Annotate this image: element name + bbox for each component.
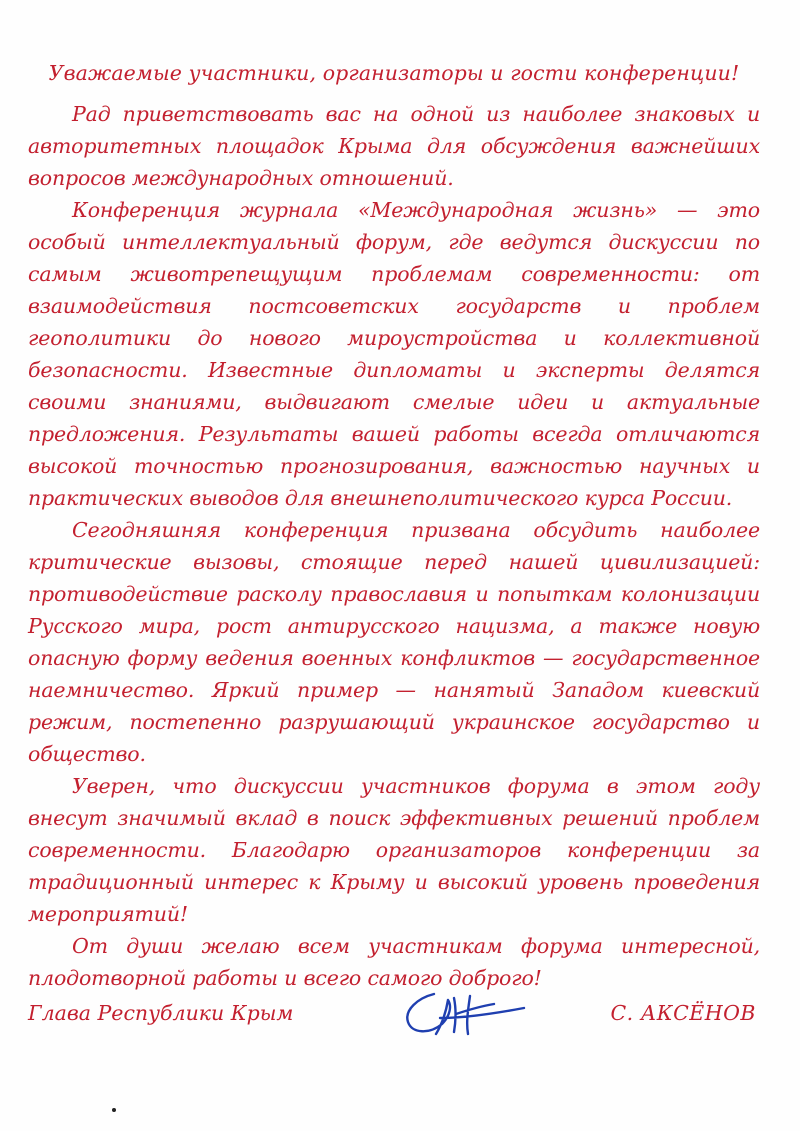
- paragraph-3: Сегодняшняя конференция призвана обсудить наиболее критические вызовы, стоящие перед нашей цивилизацией: противодействие расколу православия и попыткам колонизации Русского мира, рост антирусского нацизма, а также новую опасную форму ведения военных конфликтов — государственное наемничество. Яркий пример — нанятый Западом киевский режим, постепенно разрушающий украинское государство и общество.: [28, 518, 760, 766]
- scan-speck: [112, 1108, 116, 1112]
- greeting-heading: Уважаемые участники, организаторы и гости конференции!: [48, 61, 740, 85]
- paragraph-4: Уверен, что дискуссии участников форума в этом году внесут значимый вклад в поиск эффективных решений проблем современности. Благодарю организаторов конференции за традиционный интерес к Крыму и высокий уровень проведения мероприятий!: [28, 774, 760, 926]
- letter-body: [28, 58, 760, 994]
- paragraph-5: От души желаю всем участникам форума интересной, плодотворной работы и всего самого доброго!: [28, 934, 760, 990]
- handwritten-signature-icon: [396, 988, 536, 1044]
- signatory-position: Глава Республики Крым: [28, 1001, 294, 1025]
- signature-block: [28, 988, 760, 1044]
- paragraph-1: Рад приветствовать вас на одной из наиболее знаковых и авторитетных площадок Крыма для обсуждения важнейших вопросов международных отношений.: [28, 102, 760, 190]
- signatory-name: С. АКСЁНОВ: [610, 1001, 756, 1025]
- paragraph-2: Конференция журнала «Международная жизнь» — это особый интеллектуальный форум, где ведутся дискуссии по самым животрепещущим проблемам современности: от взаимодействия постсоветских государств и проблем геополитики до нового мироустройства и коллективной безопасности. Известные дипломаты и эксперты делятся своими знаниями, выдвигают смелые идеи и актуальные предложения. Результаты вашей работы всегда отличаются высокой точностью прогнозирования, важностью научных и практических выводов для внешнеполитического курса России.: [28, 198, 760, 510]
